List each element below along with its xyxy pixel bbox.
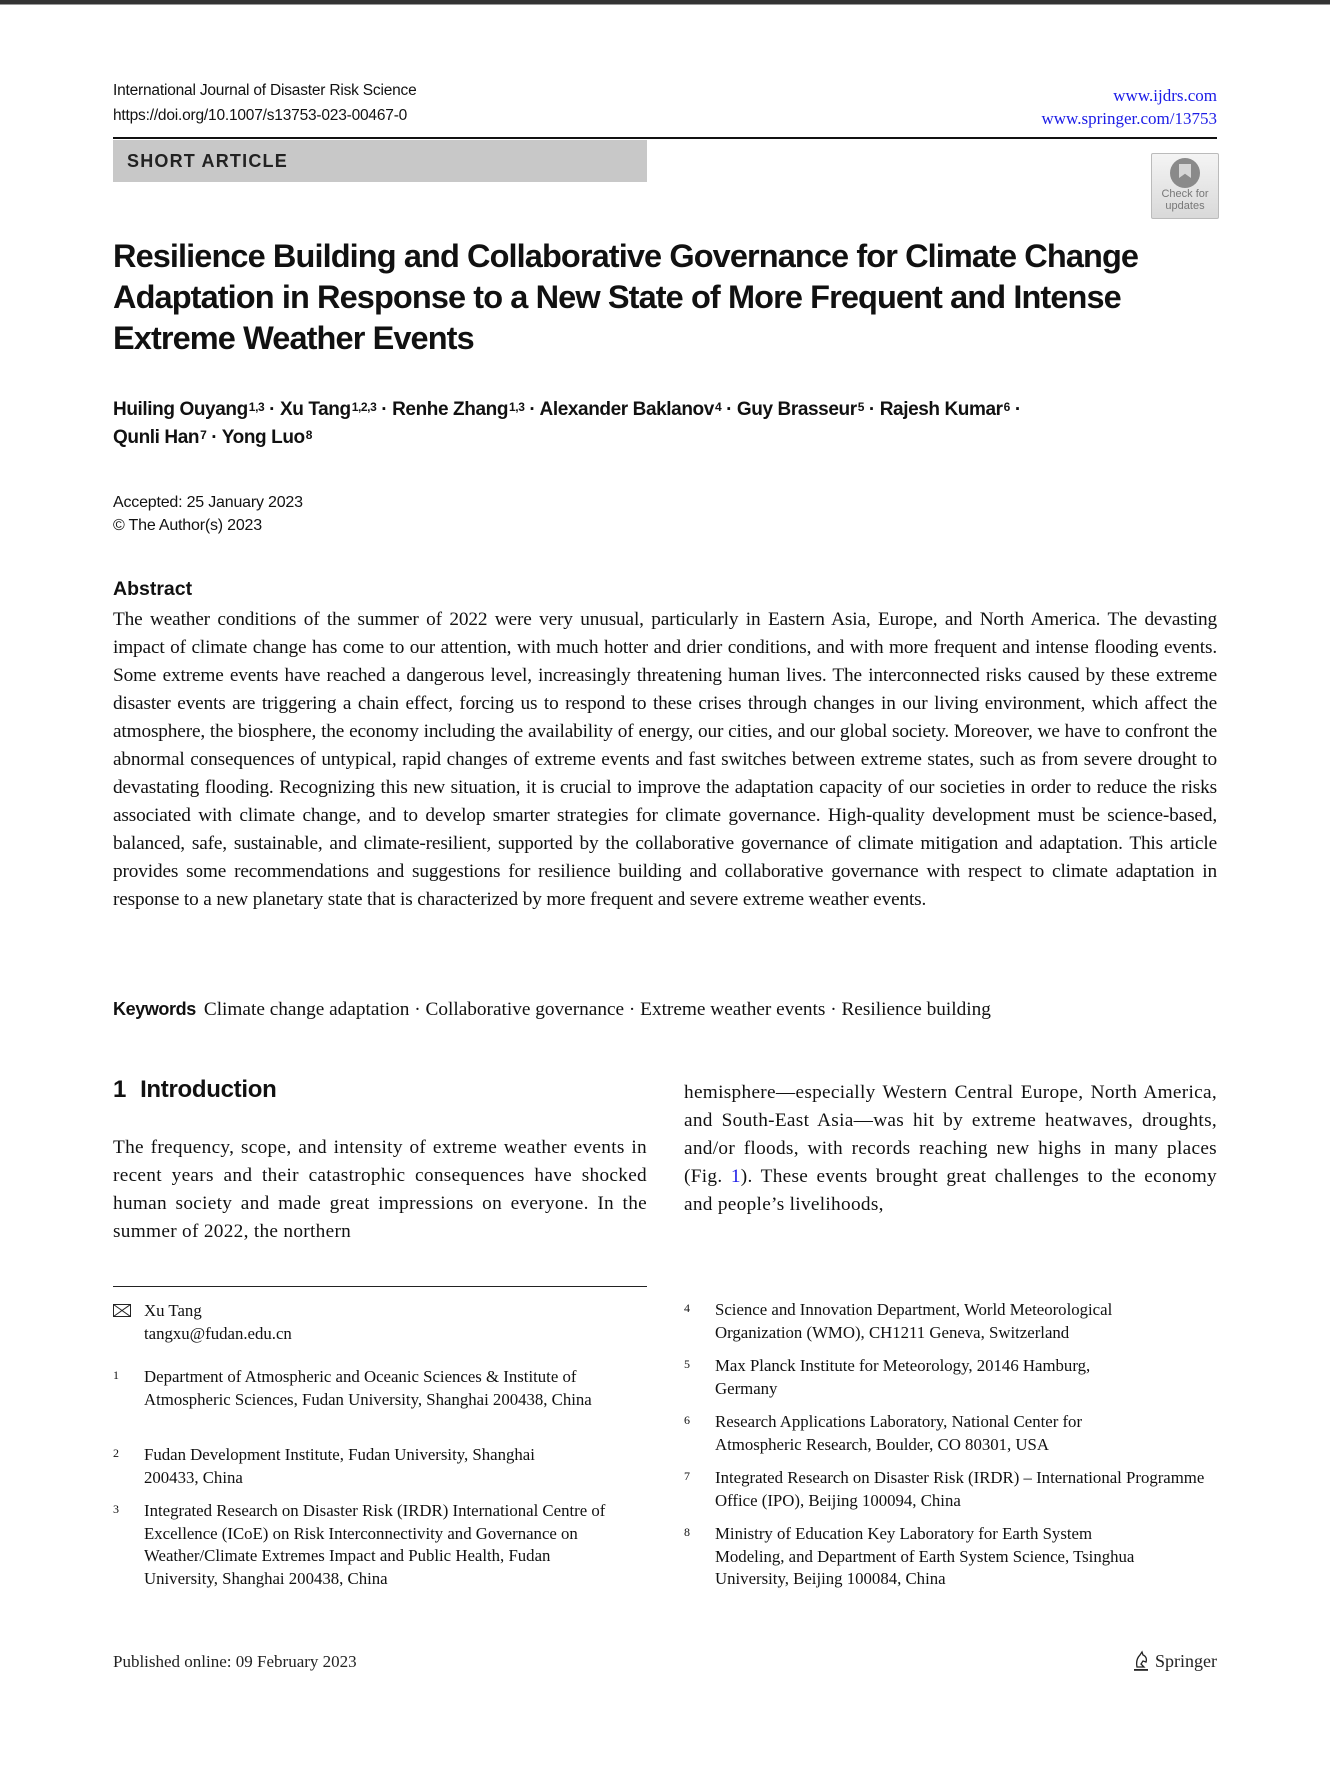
keywords [113, 995, 1217, 1024]
affiliation: 5 Max Planck Institute for Meteorology, 20146 Hamburg, Germany [684, 1356, 1091, 1398]
bookmark-icon [1170, 158, 1200, 188]
author[interactable]: Renhe Zhang$^{1,3}$ [392, 399, 525, 420]
abstract-text: The weather conditions of the summer of 2022 were very unusual, particularly in Eastern Asia, Europe, and North America. The devasting impact of climate change has come to our attention, with much hotter and drier conditions, and with more frequent and intense flooding events. Some extreme events have reached a dangerous level, increasingly threatening human lives. The interconnected risks caused by these extreme disaster events are triggering a chain effect, forcing us to respond to these crises through changes in our living environment, which affect the atmosphere, the biosphere, the economy including the availability of energy, our cities, and our global society. Moreover, we have to confront the abnormal consequences of untypical, rapid changes of extreme events and fast switches between extreme states, such as from severe drought to devastating flooding. Recognizing this new situation, it is crucial to improve the adaptation capacity of our societies in order to reduce the risks associated with climate change, and to develop smarter strategies for climate governance. High-quality development must be science-based, balanced, safe, sustainable, and climate-resilient, supported by the collaborative governance of climate mitigation and adaptation. This article provides some recommendations and suggestions for resilience building and collaborative governance with respect to climate adaptation in response to a new planetary state that is characterized by more frequent and severe extreme weather events. [113, 609, 1217, 910]
author[interactable]: Yong Luo$^8$ [221, 427, 313, 448]
affiliation: 1 Department of Atmospheric and Oceanic Sciences & Institute of Atmospheric Sciences, Fudan University, Shanghai 200438, China [113, 1367, 592, 1409]
check-for-updates-button[interactable]: Check for updates [1151, 153, 1219, 219]
affiliation: 3 Integrated Research on Disaster Risk (IRDR) International Centre of Excellence (ICoE) on Risk Interconnectivity and Governance on Weather/Climate Extremes Impact and Public Health, Fudan University, Shanghai 200438, China [113, 1501, 606, 1588]
section-heading: 1 Introduction [113, 1076, 277, 1103]
affiliation: 7 Integrated Research on Disaster Risk (IRDR) – International Programme Office (IPO), Beijing 100094, China [684, 1468, 1205, 1510]
accepted-date: Accepted: 25 January 2023 [113, 494, 303, 511]
footnote-rule [113, 1286, 647, 1287]
publisher-name: Springer [1155, 1650, 1217, 1671]
intro-left-column: The frequency, scope, and intensity of extreme weather events in recent years and their catastrophic consequences have shocked human society and made great impressions on everyone. In the summer of 2022, the northern [113, 1137, 647, 1242]
article-title: Resilience Building and Collaborative Governance for Climate Change Adaptation in Response to a New State of More Frequent and Intense Extreme Weather Events [113, 238, 1139, 356]
author[interactable]: Guy Brasseur$^5$ [736, 399, 865, 420]
journal-header [113, 78, 417, 128]
affiliation: 8 Ministry of Education Key Laboratory for Earth System Modeling, and Department of Earth System Science, Tsinghua University, Beijing 100084, China [684, 1524, 1135, 1588]
keywords-list: Climate change adaptation · Collaborative governance · Extreme weather events · Resilience building [203, 999, 991, 1020]
journal-links [1042, 84, 1218, 130]
springer-link[interactable]: www.springer.com/13753 [1041, 109, 1217, 128]
author[interactable]: Rajesh Kumar$^6$ [879, 399, 1010, 420]
figure-reference-link[interactable]: 1 [730, 1166, 741, 1187]
header-rule [113, 137, 1217, 139]
doi-link[interactable]: https://doi.org/10.1007/s13753-023-00467-0 [113, 107, 408, 124]
email-link[interactable]: tangxu@fudan.edu.cn [144, 1323, 292, 1343]
author-list: Huiling Ouyang$^{1,3}$ · Xu Tang$^{1,2,3}$ · Renhe Zhang$^{1,3}$ · Alexander Baklanov$^4$ · Guy Brasseur$^5$ · Rajesh Kumar$^6$ · Qunli Han$^7$ · Yong Luo$^8$ [113, 399, 1021, 448]
affiliation: 4 Science and Innovation Department, World Meteorological Organization (WMO), CH1211 Geneva, Switzerland [684, 1300, 1113, 1342]
corresponding-author: Xu Tang [144, 1301, 202, 1320]
author[interactable]: Qunli Han$^7$ [113, 427, 207, 448]
author[interactable]: Alexander Baklanov$^4$ [539, 399, 722, 420]
springer-horse-icon [1131, 1650, 1151, 1672]
abstract-heading: Abstract [113, 578, 193, 600]
journal-name: International Journal of Disaster Risk Science [113, 82, 417, 99]
author[interactable]: Huiling Ouyang$^{1,3}$ [113, 399, 265, 420]
viewer-top-bar [0, 0, 1330, 5]
article-type-label: SHORT ARTICLE [127, 151, 288, 171]
keywords-label: Keywords [113, 999, 196, 1019]
affiliation: 2 Fudan Development Institute, Fudan University, Shanghai 200433, China [113, 1445, 535, 1487]
affiliation: 6 Research Applications Laboratory, National Center for Atmospheric Research, Boulder, CO 80301, USA [684, 1412, 1083, 1454]
author[interactable]: Xu Tang$^{1,2,3}$ [279, 399, 377, 420]
published-date: Published online: 09 February 2023 [113, 1652, 357, 1671]
springer-logo [1131, 1650, 1217, 1672]
intro-right-column: hemisphere—especially Western Central Europe, North America, and South-East Asia—was hit by extreme heatwaves, droughts, and/or floods, with records reaching new highs in many places (Fig. 1). These events brought great challenges to the economy and people’s livelihoods, [684, 1082, 1217, 1215]
ijdrs-link[interactable]: www.ijdrs.com [1113, 86, 1217, 105]
envelope-icon [113, 1304, 131, 1317]
article-dates [113, 491, 303, 537]
article-type-badge [113, 140, 647, 182]
copyright: © The Author(s) 2023 [113, 517, 262, 534]
correspondence [113, 1300, 633, 1345]
